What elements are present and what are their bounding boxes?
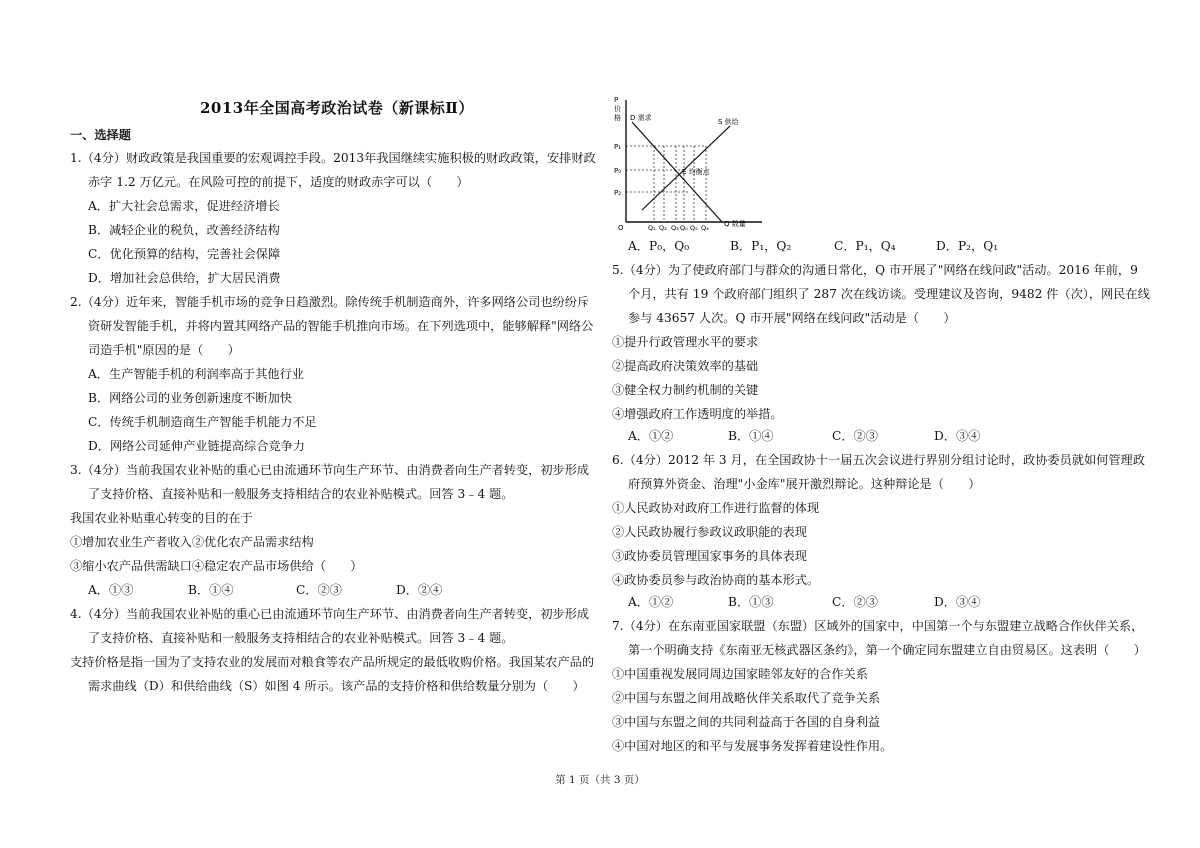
q5-option-a: A．①② [628, 429, 674, 443]
page-title: 2013年全国高考政治试卷（新课标Ⅱ） [200, 99, 474, 117]
q6-statement: ②人民政协履行参政议政职能的表现 [612, 525, 807, 539]
q5-stem-line: 参与 43657 人次。Q 市开展"网络在线问政"活动是（ ） [628, 311, 956, 325]
q3-stem-line: 我国农业补贴重心转变的目的在于 [70, 511, 253, 525]
section-heading: 一、选择题 [70, 128, 131, 142]
q2-stem-line: 2.（4分）近年来，智能手机市场的竞争日趋激烈。除传统手机制造商外，许多网络公司也纷纷斥 [70, 295, 590, 309]
q6-statement: ③政协委员管理国家事务的具体表现 [612, 549, 807, 563]
q3-label: Q₃ [671, 224, 679, 232]
q4-option-a: A．P₀，Q₀ [628, 239, 690, 253]
q6-stem-line: 6.（4分）2012 年 3 月，在全国政协十一届五次会议进行界别分组讨论时，政协委员就如何管理政 [612, 453, 1145, 467]
q3-option-c: C．②③ [296, 583, 342, 597]
q5-option-b: B．①④ [728, 429, 774, 443]
q6-statement: ①人民政协对政府工作进行监督的体现 [612, 501, 820, 515]
guide-lines [626, 146, 706, 222]
page-footer: 第 1 页（共 3 页） [555, 774, 645, 786]
q3-option-a: A．①③ [88, 583, 134, 597]
q1-option: C．优化预算的结构，完善社会保障 [88, 247, 281, 261]
q4-stem-line: 支持价格是指一国为了支持农业的发展而对粮食等农产品所规定的最低收购价格。我国某农产品的 [70, 655, 595, 669]
q3-option-b: B．①④ [188, 583, 234, 597]
q1-option: A．扩大社会总需求，促进经济增长 [88, 199, 280, 213]
demand-label: D 需求 [630, 114, 652, 122]
q5-label: Q₅ [690, 224, 698, 232]
q4-option-d: D．P₂，Q₁ [936, 239, 999, 253]
price-axis-label-p: P [614, 96, 619, 104]
p2-label: P₂ [614, 189, 622, 197]
q7-statement: ③中国与东盟之间的共同利益高于各国的自身利益 [612, 715, 881, 729]
q5-statement: ③健全权力制约机制的关键 [612, 383, 759, 397]
q4-stem-line: 需求曲线（D）和供给曲线（S）如图 4 所示。该产品的支持价格和供给数量分别为（ ） [88, 679, 585, 693]
p1-label: P₁ [614, 143, 622, 151]
q7-stem-line: 第一个明确支持《东南亚无核武器区条约》，第一个确定同东盟建立自由贸易区。这表明（ ） [628, 643, 1146, 657]
q2-option: A．生产智能手机的利润率高于其他行业 [88, 367, 304, 381]
q5-option-c: C．②③ [832, 429, 878, 443]
equilibrium-label: E 均衡点 [682, 168, 710, 176]
q6-stem-line: 府预算外资金、治理"小金库"展开激烈辩论。这种辩论是（ ） [628, 477, 981, 491]
q5-option-d: D．③④ [934, 429, 981, 443]
q6-option-d: D．③④ [934, 595, 981, 609]
supply-label: S 供给 [718, 118, 739, 126]
q3-statement: ①增加农业生产者收入②优化农产品需求结构 [70, 535, 314, 549]
q5-stem-line: 5.（4分）为了使政府部门与群众的沟通日常化，Q 市开展了"网络在线问政"活动。2016 年前，9 [612, 263, 1138, 277]
q0-label: Q₀ [680, 224, 688, 232]
supply-demand-figure [612, 92, 772, 232]
q7-stem-line: 7.（4分）在东南亚国家联盟（东盟）区域外的国家中，中国第一个与东盟建立战略合作伙伴关系， [612, 619, 1144, 633]
q1-option: B．减轻企业的税负，改善经济结构 [88, 223, 280, 237]
q2-stem-line: 司造手机"原因的是（ ） [88, 343, 240, 357]
price-axis-label-1: 价 [614, 105, 621, 113]
q4-stem-line: 了支持价格、直接补贴和一般服务支持相结合的农业补贴模式。回答 3﹣4 题。 [88, 631, 514, 645]
q3-stem-line: 3.（4分）当前我国农业补贴的重心已由流通环节向生产环节、由消费者向生产者转变，初步形成 [70, 463, 590, 477]
q4-label: Q₄ [701, 224, 709, 232]
q3-option-d: D．②④ [396, 583, 443, 597]
q7-statement: ①中国重视发展同周边国家睦邻友好的合作关系 [612, 667, 868, 681]
q1-stem-line: 1.（4分）财政政策是我国重要的宏观调控手段。2013年我国继续实施积极的财政政策，安排财政 [70, 151, 596, 165]
quantity-axis-label: Q 数量 [724, 220, 746, 228]
q6-option-a: A．①② [628, 595, 674, 609]
q4-option-c: C．P₁，Q₄ [834, 239, 896, 253]
q2-option: C．传统手机制造商生产智能手机能力不足 [88, 415, 317, 429]
q2-label: Q₂ [659, 224, 667, 232]
q1-stem-line: 赤字 1.2 万亿元。在风险可控的前提下，适度的财政赤字可以（ ） [88, 175, 469, 189]
q2-stem-line: 资研发智能手机，并将内置其网络产品的智能手机推向市场。在下列选项中，能够解释"网络公 [88, 319, 594, 333]
price-axis-label-2: 格 [614, 114, 621, 122]
q5-statement: ②提高政府决策效率的基础 [612, 359, 759, 373]
p0-label: P₀ [614, 167, 622, 175]
q3-stem-line: 了支持价格、直接补贴和一般服务支持相结合的农业补贴模式。回答 3﹣4 题。 [88, 487, 514, 501]
q6-option-c: C．②③ [832, 595, 878, 609]
q3-statement: ③缩小农产品供需缺口④稳定农产品市场供给（ ） [70, 559, 363, 573]
q6-option-b: B．①③ [728, 595, 774, 609]
q2-option: B．网络公司的业务创新速度不断加快 [88, 391, 292, 405]
q2-option: D．网络公司延伸产业链提高综合竞争力 [88, 439, 305, 453]
q5-stem-line: 个月，共有 19 个政府部门组织了 287 次在线访谈。受理建议及咨询，9482 件（次），网民在线 [628, 287, 1150, 301]
q4-option-b: B．P₁，Q₂ [730, 239, 792, 253]
q1-label: Q₁ [648, 224, 656, 232]
q4-stem-line: 4.（4分）当前我国农业补贴的重心已由流通环节向生产环节、由消费者向生产者转变，初步形成 [70, 607, 590, 621]
q7-statement: ④中国对地区的和平与发展事务发挥着建设性作用。 [612, 739, 893, 753]
q6-statement: ④政协委员参与政治协商的基本形式。 [612, 573, 820, 587]
q7-statement: ②中国与东盟之间用战略伙伴关系取代了竞争关系 [612, 691, 881, 705]
q1-option: D．增加社会总供给，扩大居民消费 [88, 271, 281, 285]
origin-label: O [618, 224, 624, 232]
q5-statement: ①提升行政管理水平的要求 [612, 335, 759, 349]
q5-statement: ④增强政府工作透明度的举措。 [612, 407, 783, 421]
